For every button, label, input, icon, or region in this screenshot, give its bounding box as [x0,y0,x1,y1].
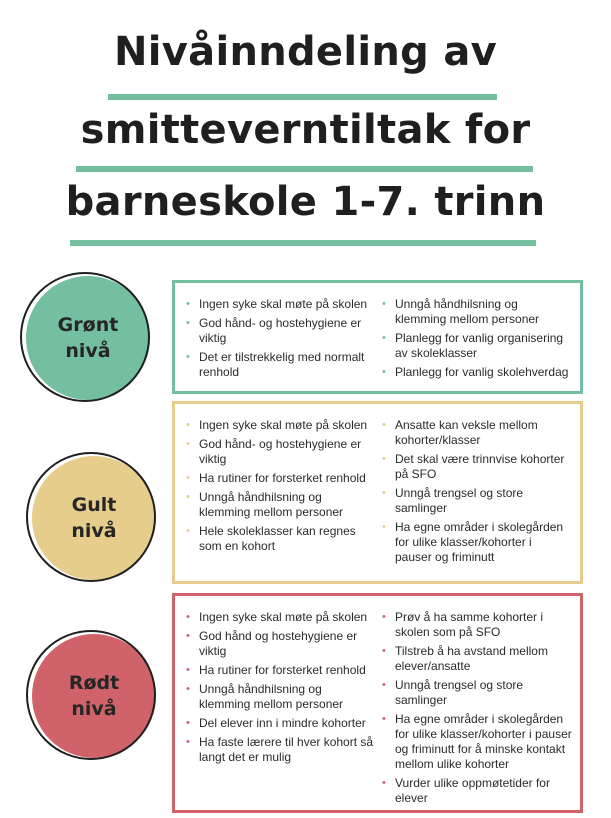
green-level-name: Grønt [57,314,119,336]
yellow-level-name: Gult [71,494,117,516]
list-item: • Unngå håndhilsning og klemming mellom personer [382,297,570,327]
list-item: • Tilstreb å ha avstand mellom elever/ansatte [382,644,572,674]
title-underline-2 [76,166,533,172]
list-item: • Unngå trengsel og store samlinger [382,678,572,708]
red-level-suffix: nivå [71,698,117,720]
list-item: • Ingen syke skal møte på skolen [186,418,374,433]
page-title-line-3: barneskole 1-7. trinn [65,179,546,225]
red-left-list [186,610,374,769]
yellow-level-suffix: nivå [71,520,117,542]
yellow-level-ring [26,452,156,582]
yellow-level-box [172,401,583,584]
list-item: • Ingen syke skal møte på skolen [186,610,374,625]
list-item: • Vurder ulike oppmøtetider for elever [382,776,572,806]
list-item: • Ha egne områder i skolegården for ulike klasser/kohorter i pauser og friminutt for å minske kontakt mellom ulike kohorter [382,712,572,772]
red-right-list [382,610,572,810]
list-item: • Ha faste lærere til hver kohort så langt det er mulig [186,735,374,765]
green-right-list [382,297,570,384]
green-left-list [186,297,374,384]
list-item: • God hånd- og hostehygiene er viktig [186,437,374,467]
title-underline-3 [70,240,536,246]
list-item: • Del elever inn i mindre kohorter [186,716,374,731]
green-level-box [172,280,583,394]
green-level-ring [20,272,150,402]
list-item: • Ingen syke skal møte på skolen [186,297,374,312]
list-item: • Det er tilstrekkelig med normalt renhold [186,350,374,380]
title-underline-1 [108,94,497,100]
list-item: • Ha rutiner for forsterket renhold [186,471,374,486]
list-item: • Hele skoleklasser kan regnes som en kohort [186,524,374,554]
list-item: • Unngå håndhilsning og klemming mellom personer [186,490,374,520]
red-level-name: Rødt [68,672,120,694]
red-level-ring [26,630,156,760]
page-title-line-2: smitteverntiltak for [80,107,531,153]
list-item: • Ha rutiner for forsterket renhold [186,663,374,678]
yellow-left-list [186,418,374,558]
green-level-suffix: nivå [65,340,111,362]
list-item: • God hånd- og hostehygiene er viktig [186,316,374,346]
list-item: • Ha egne områder i skolegården for ulike klasser/kohorter i pauser og friminutt [382,520,570,565]
list-item: • Det skal være trinnvise kohorter på SFO [382,452,570,482]
yellow-right-list [382,418,570,569]
list-item: • Prøv å ha samme kohorter i skolen som på SFO [382,610,572,640]
list-item: • Unngå håndhilsning og klemming mellom personer [186,682,374,712]
list-item: • Planlegg for vanlig organisering av skoleklasser [382,331,570,361]
page-title-line-1: Nivåinndeling av [113,29,497,75]
list-item: • Unngå trengsel og store samlinger [382,486,570,516]
list-item: • Planlegg for vanlig skolehverdag [382,365,570,380]
list-item: • God hånd og hostehygiene er viktig [186,629,374,659]
list-item: • Ansatte kan veksle mellom kohorter/klasser [382,418,570,448]
red-level-box [172,593,583,813]
